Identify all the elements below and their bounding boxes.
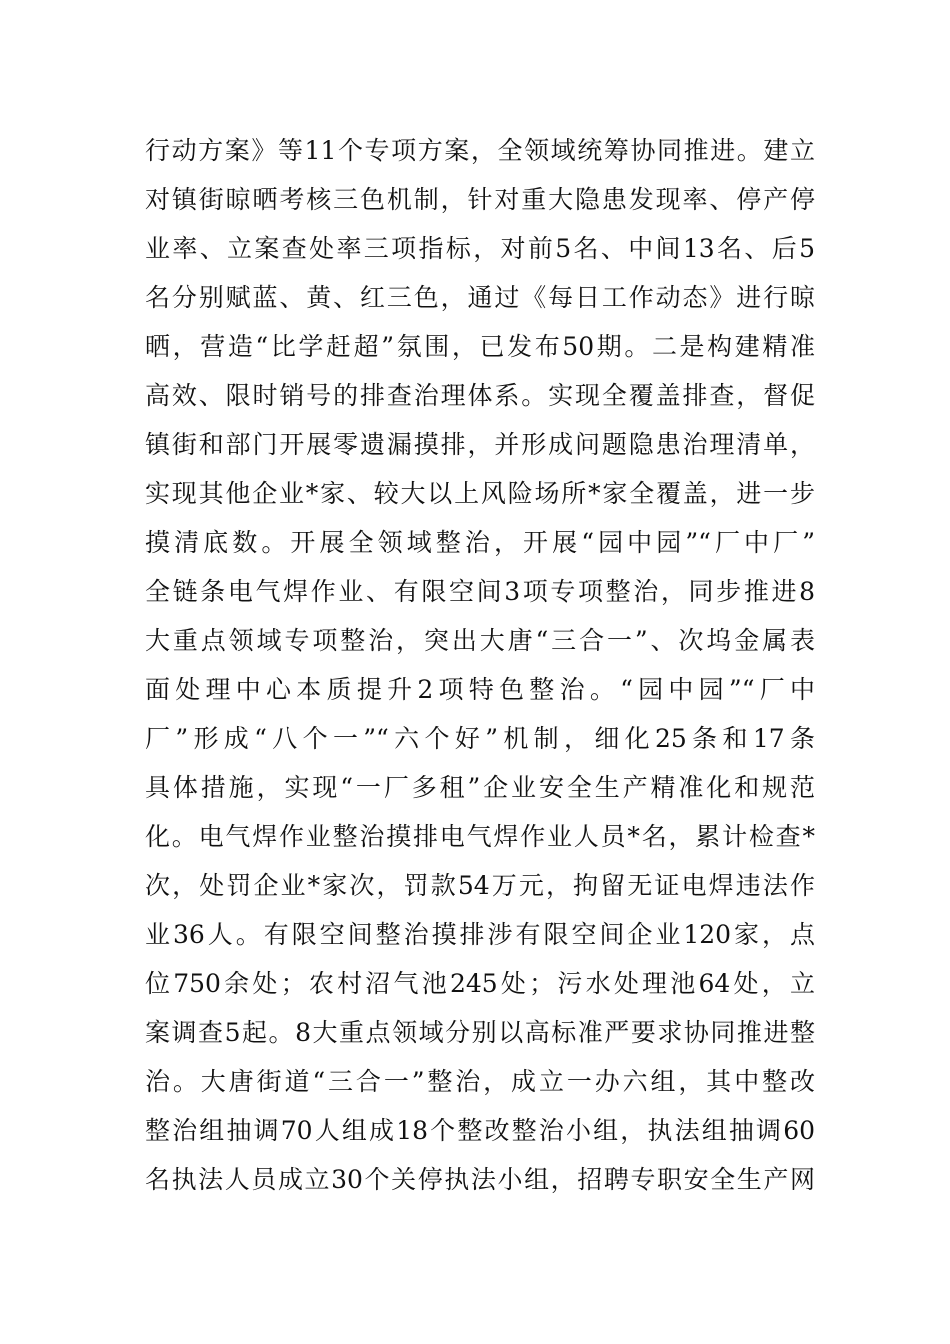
text-line: 业率、立案查处率三项指标，对前5名、中间13名、后5 (145, 234, 815, 263)
text-line: 全链条电气焊作业、有限空间3项专项整治，同步推进8 (145, 577, 815, 606)
text-line: 高效、限时销号的排查治理体系。实现全覆盖排查，督促 (145, 381, 815, 410)
text-line: 名分别赋蓝、黄、红三色，通过《每日工作动态》进行晾 (145, 283, 815, 312)
text-line: 名执法人员成立30个关停执法小组，招聘专职安全生产网 (145, 1165, 815, 1194)
text-line: 治。大唐街道“三合一”整治，成立一办六组，其中整改 (145, 1067, 815, 1096)
text-line: 大重点领域专项整治，突出大唐“三合一”、次坞金属表 (145, 626, 815, 655)
text-line: 业36人。有限空间整治摸排涉有限空间企业120家，点 (145, 920, 815, 949)
text-line: 化。电气焊作业整治摸排电气焊作业人员*名，累计检查* (145, 822, 815, 851)
text-line: 具体措施，实现“一厂多租”企业安全生产精准化和规范 (145, 773, 815, 802)
text-line: 摸清底数。开展全领域整治，开展“园中园”“厂中厂” (145, 528, 815, 557)
text-line: 案调查5起。8大重点领域分别以高标准严要求协同推进整 (145, 1018, 815, 1047)
text-line: 镇街和部门开展零遗漏摸排，并形成问题隐患治理清单， (145, 430, 815, 459)
text-line: 对镇街晾晒考核三色机制，针对重大隐患发现率、停产停 (145, 185, 815, 214)
text-line: 行动方案》等11个专项方案，全领域统筹协同推进。建立 (145, 136, 815, 165)
text-line: 面处理中心本质提升2项特色整治。“园中园”“厂中 (145, 675, 815, 704)
text-line: 厂”形成“八个一”“六个好”机制，细化25条和17条 (145, 724, 815, 753)
text-line: 整治组抽调70人组成18个整改整治小组，执法组抽调60 (145, 1116, 815, 1145)
text-line: 晒，营造“比学赶超”氛围，已发布50期。二是构建精准 (145, 332, 815, 361)
text-line: 位750余处；农村沼气池245处；污水处理池64处，立 (145, 969, 815, 998)
body-paragraph (145, 126, 815, 1204)
text-line: 次，处罚企业*家次，罚款54万元，拘留无证电焊违法作 (145, 871, 815, 900)
text-line: 实现其他企业*家、较大以上风险场所*家全覆盖，进一步 (145, 479, 815, 508)
